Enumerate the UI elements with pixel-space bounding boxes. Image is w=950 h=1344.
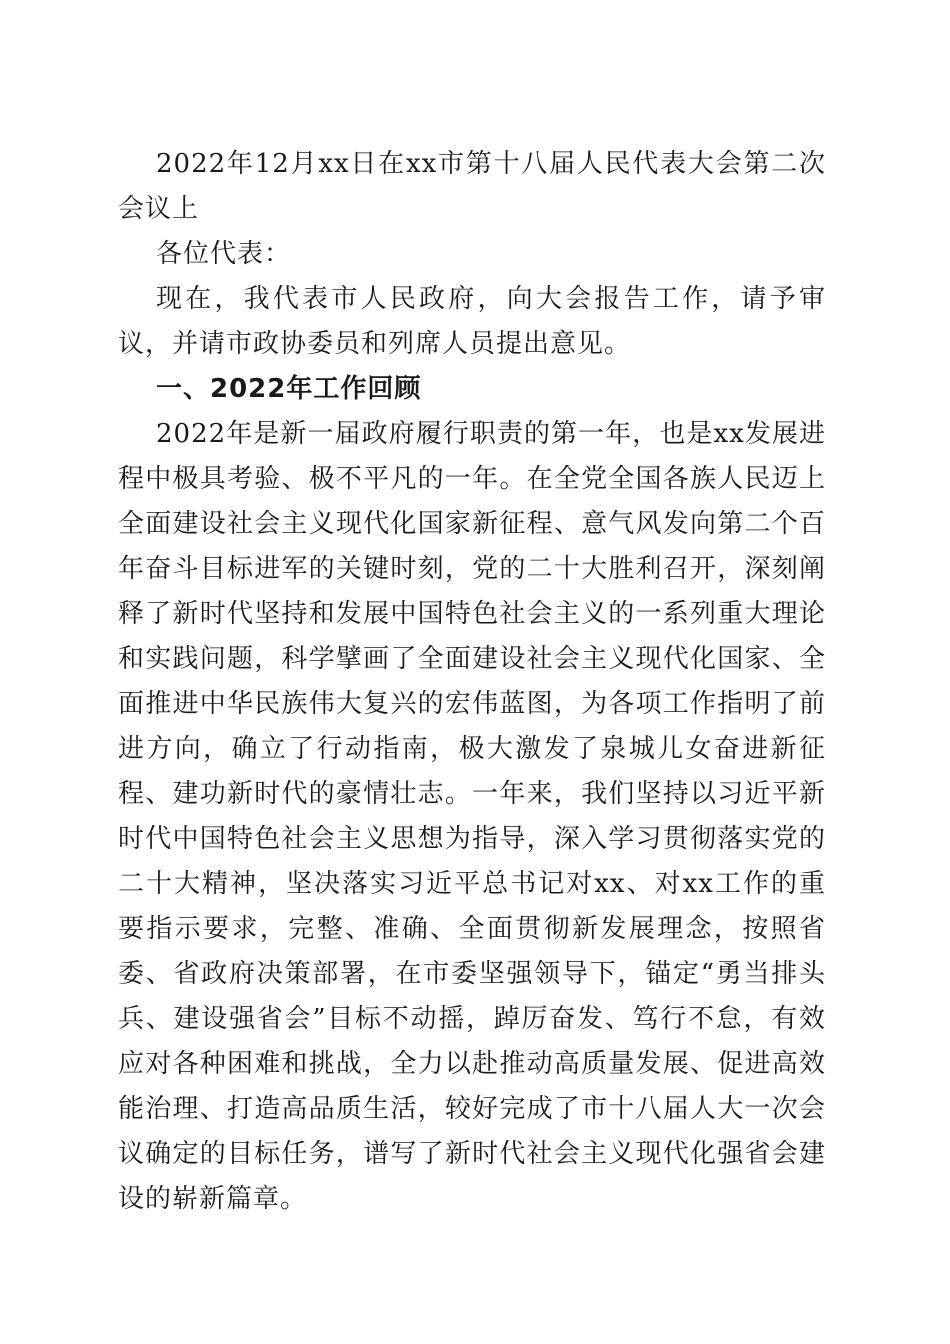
document-page [118, 142, 826, 1222]
body-paragraph: 2022年是新一届政府履行职责的第一年，也是xx发展进程中极具考验、极不平凡的一年。在全党全国各族人民迈上全面建设社会主义现代化国家新征程、意气风发向第二个百年奋斗目标进军的关键时刻，党的二十大胜利召开，深刻阐释了新时代坚持和发展中国特色社会主义的一系列重大理论和实践问题，科学擘画了全面建设社会主义现代化国家、全面推进中华民族伟大复兴的宏伟蓝图，为各项工作指明了前进方向，确立了行动指南，极大激发了泉城儿女奋进新征程、建功新时代的豪情壮志。一年来，我们坚持以习近平新时代中国特色社会主义思想为指导，深入学习贯彻落实党的二十大精神，坚决落实习近平总书记对xx、对xx工作的重要指示要求，完整、准确、全面贯彻新发展理念，按照省委、省政府决策部署，在市委坚强领导下，锚定“勇当排头兵、建设强省会”目标不动摇，踔厉奋发、笃行不怠，有效应对各种困难和挑战，全力以赴推动高质量发展、促进高效能治理、打造高品质生活，较好完成了市十八届人大一次会议确定的目标任务，谱写了新时代社会主义现代化强省会建设的崭新篇章。 [118, 419, 826, 1214]
dateline: 2022年12月xx日在xx市第十八届人民代表大会第二次会议上 [118, 149, 826, 224]
section-heading: 一、2022年工作回顾 [156, 374, 422, 404]
salutation: 各位代表： [156, 239, 292, 269]
intro-paragraph: 现在，我代表市人民政府，向大会报告工作，请予审议，并请市政协委员和列席人员提出意见。 [118, 284, 826, 359]
